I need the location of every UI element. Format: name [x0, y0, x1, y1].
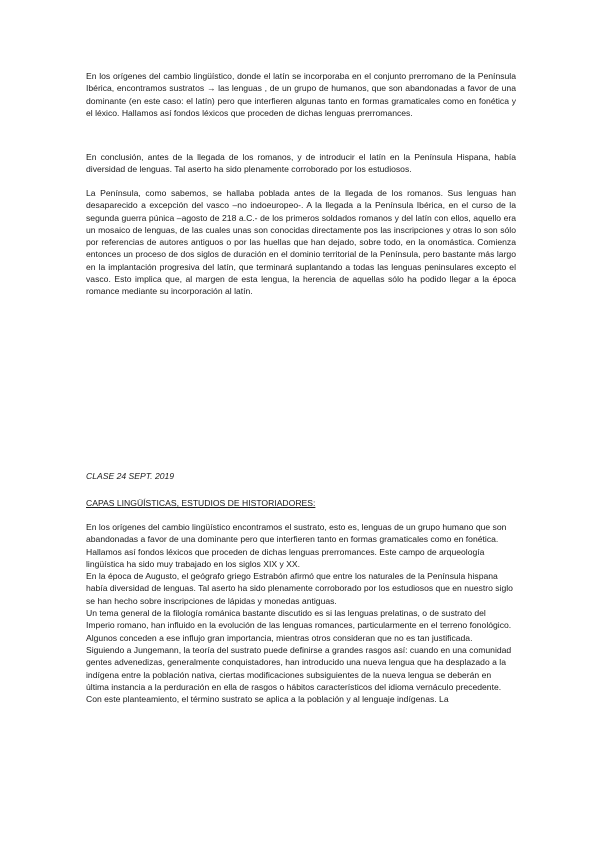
- notes-paragraph-lexical: Hallamos así fondos léxicos que proceden de dichas lenguas prerromances. Este campo de arqueología lingüística ha sido muy trabajado en los siglos XIX y XX.: [86, 546, 485, 569]
- notes-paragraph-substrate-term: Con este planteamiento, el término sustrato se aplica a la población y al lenguaje indígenas. La: [86, 694, 449, 705]
- notes-paragraph-romance-philology: Un tema general de la filología románica bastante discutido es si las lenguas prelatinas, o de sustrato del Imperio romano, han influido en la evolución de las lenguas romances, particularmente en el terreno fonológico. Algunos conceden a ese influjo gran importancia, mientras otros consideran que no es tan justificada.: [86, 608, 512, 643]
- class-notes-body: [86, 521, 516, 705]
- paragraph-peninsula: La Península, como sabemos, se hallaba poblada antes de la llegada de los romanos. Sus lenguas han desaparecido a excepción del vasco –no indoeuropeo-. A la llegada a la Península Ibérica, en el curso de la segunda guerra púnica –agosto de 218 a.C.- de los primeros soldados romanos y del latín con ellos, aquello era un mosaico de lenguas, de las cuales unas son conocidas directamente pos las inscripciones y otras lo son sólo por referencias de autores antiguos o por las huellas que han dejado, sobre todo, en la onomástica. Comienza entonces un proceso de dos siglos de duración en el dominio territorial de la Península, pero bastante más largo en la implantación progresiva del latín, que terminará suplantando a todas las lenguas peninsulares excepto el vasco. Esto implica que, al margen de esta lengua, la herencia de aquellas sólo ha podido llegar a la época romance mediante su incorporación al latín.: [86, 188, 516, 297]
- paragraph-substrate-origins: En los orígenes del cambio lingüístico, donde el latín se incorporaba en el conjunto prerromano de la Península Ibérica, encontramos sustratos → las lenguas , de un grupo de humanos, que son abandonadas a favor de una dominante (en este caso: el latín) pero que interfieren algunas tanto en formas gramaticales como en fonética y el léxico. Hallamos así fondos léxicos que proceden de dichas lenguas prerromances.: [86, 71, 516, 118]
- peninsula-paragraph: [86, 187, 516, 298]
- notes-paragraph-substrate: En los orígenes del cambio lingüístico encontramos el sustrato, esto es, lenguas de un grupo humano que son abandonadas a favor de una dominante pero que interfieren tanto en formas gramaticales como en fonética.: [86, 522, 507, 545]
- intro-paragraph: [86, 70, 516, 119]
- conclusion-paragraph: [86, 151, 516, 176]
- notes-paragraph-augustus: En la época de Augusto, el geógrafo griego Estrabón afirmó que entre los naturales de la Península hispana había diversidad de lenguas. Tal aserto ha sido plenamente corroborado por los estudiosos que en nuestro siglo se han hecho sobre inscripciones de lápidas y monedas antiguas.: [86, 571, 513, 606]
- class-date: CLASE 24 SEPT. 2019: [86, 471, 175, 481]
- section-title-block: [86, 497, 516, 509]
- notes-paragraph-jungemann: Siguiendo a Jungemann, la teoría del sustrato puede definirse a grandes rasgos así: cuando en una comunidad gentes advenedizas, generalmente conquistadores, han introducido una nueva lengua que ha desplazado a la indígena entre la población nativa, ciertas modificaciones subsiguientes de la nueva lengua se deberán en última instancia a la perduración en ella de rasgos o hábitos característicos del idioma vernáculo precedente.: [86, 644, 512, 692]
- class-date-block: [86, 470, 516, 482]
- section-title: CAPAS LINGÜÍSTICAS, ESTUDIOS DE HISTORIADORES:: [86, 498, 316, 508]
- paragraph-conclusion: En conclusión, antes de la llegada de los romanos, y de introducir el latín en la Península Hispana, había diversidad de lenguas. Tal aserto ha sido plenamente corroborado por los estudiosos.: [86, 152, 516, 175]
